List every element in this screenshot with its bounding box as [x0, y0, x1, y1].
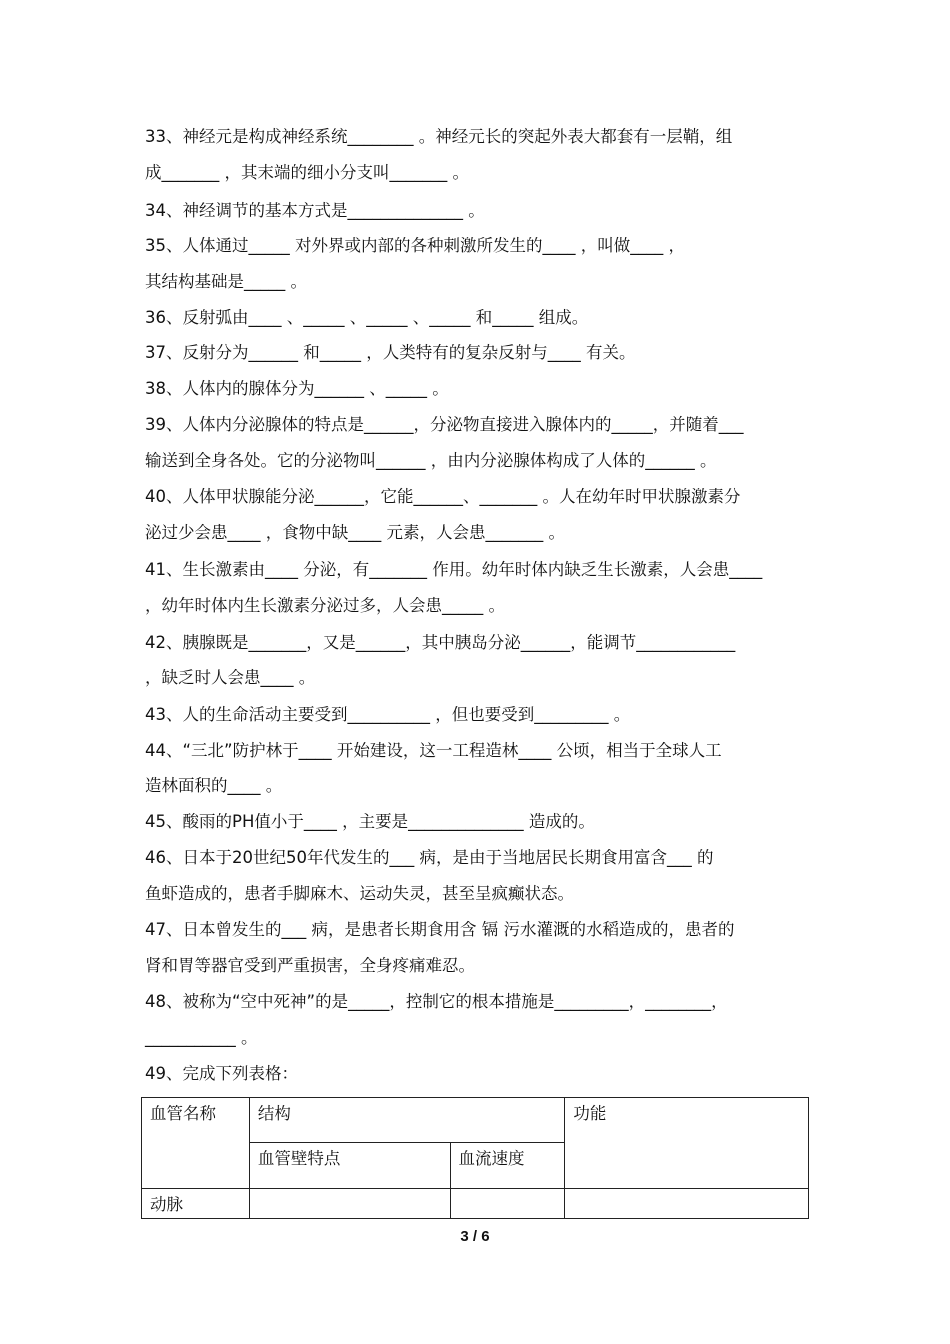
question-44-line-2: 造林面积的____ 。	[145, 776, 283, 795]
table-header-row	[142, 1098, 809, 1143]
row-vessel-name: 动脉	[142, 1189, 250, 1219]
question-48-line-2: ___________ 。	[145, 1028, 258, 1047]
header-function: 功能	[565, 1098, 809, 1189]
table-row	[142, 1189, 809, 1219]
question-33-line-1: 33、神经元是构成神经系统________ 。神经元长的突起外表大都套有一层鞘，组	[145, 127, 733, 146]
row-function-cell	[565, 1189, 809, 1219]
question-37-line-1: 37、反射分为______ 和_____ ，人类特有的复杂反射与____ 有关。	[145, 343, 636, 362]
question-39-line-1: 39、人体内分泌腺体的特点是______，分泌物直接进入腺体内的_____，并随着___	[145, 415, 744, 434]
question-41-line-2: ，幼年时体内生长激素分泌过多，人会患_____ 。	[145, 596, 505, 615]
page-number: 3 / 6	[460, 1228, 490, 1245]
question-44-line-1: 44、“三北”防护林于____ 开始建设，这一工程造林____ 公顷，相当于全球人工	[145, 741, 722, 760]
question-38-line-1: 38、人体内的腺体分为______ 、_____ 。	[145, 379, 449, 398]
row-flow-speed-cell	[450, 1189, 565, 1219]
question-36-line-1: 36、反射弧由____ 、_____ 、_____ 、_____ 和_____ 组成。	[145, 308, 589, 327]
question-45-line-1: 45、酸雨的PH值小于____ ，主要是______________ 造成的。	[145, 812, 595, 831]
question-47-line-1: 47、日本曾发生的___ 病，是患者长期食用含 镉 污水灌溉的水稻造成的，患者的	[145, 920, 735, 939]
question-41-line-1: 41、生长激素由____ 分泌，有_______ 作用。幼年时体内缺乏生长激素，人会患____	[145, 560, 763, 579]
question-46-line-1: 46、日本于20世纪50年代发生的___ 病，是由于当地居民长期食用富含___ 的	[145, 848, 714, 867]
question-35-line-1: 35、人体通过_____ 对外界或内部的各种刺激所发生的____ ，叫做____ ，	[145, 236, 685, 255]
blood-vessel-table	[141, 1097, 809, 1219]
question-40-line-2: 泌过少会患____ ，食物中缺____ 元素，人会患_______ 。	[145, 523, 565, 542]
question-47-line-2: 肾和胃等器官受到严重损害，全身疼痛难忍。	[145, 956, 475, 975]
header-vessel-name: 血管名称	[142, 1098, 250, 1189]
question-48-line-1: 48、被称为“空中死神”的是_____，控制它的根本措施是_________，________，	[145, 992, 728, 1011]
question-34-line-1: 34、神经调节的基本方式是______________ 。	[145, 201, 485, 220]
header-wall-feature: 血管壁特点	[249, 1143, 450, 1189]
header-structure: 结构	[249, 1098, 565, 1143]
question-33-line-2: 成_______ ，其末端的细小分支叫_______ 。	[145, 163, 469, 182]
question-35-line-2: 其结构基础是_____ 。	[145, 272, 307, 291]
question-39-line-2: 输送到全身各处。它的分泌物叫______ ，由内分泌腺体构成了人体的______ 。	[145, 451, 717, 470]
header-flow-speed: 血流速度	[450, 1143, 565, 1189]
question-42-line-1: 42、胰腺既是_______，又是______，其中胰岛分泌______，能调节____________	[145, 633, 736, 652]
question-42-line-2: ，缺乏时人会患____ 。	[145, 668, 316, 687]
row-wall-feature-cell	[249, 1189, 450, 1219]
question-43-line-1: 43、人的生命活动主要受到__________ ，但也要受到_________ 。	[145, 705, 631, 724]
question-49-title: 49、完成下列表格：	[145, 1064, 298, 1083]
question-46-line-2: 鱼虾造成的，患者手脚麻木、运动失灵，甚至呈疯癫状态。	[145, 884, 574, 903]
question-40-line-1: 40、人体甲状腺能分泌______，它能______、_______ 。人在幼年时甲状腺激素分	[145, 487, 741, 506]
